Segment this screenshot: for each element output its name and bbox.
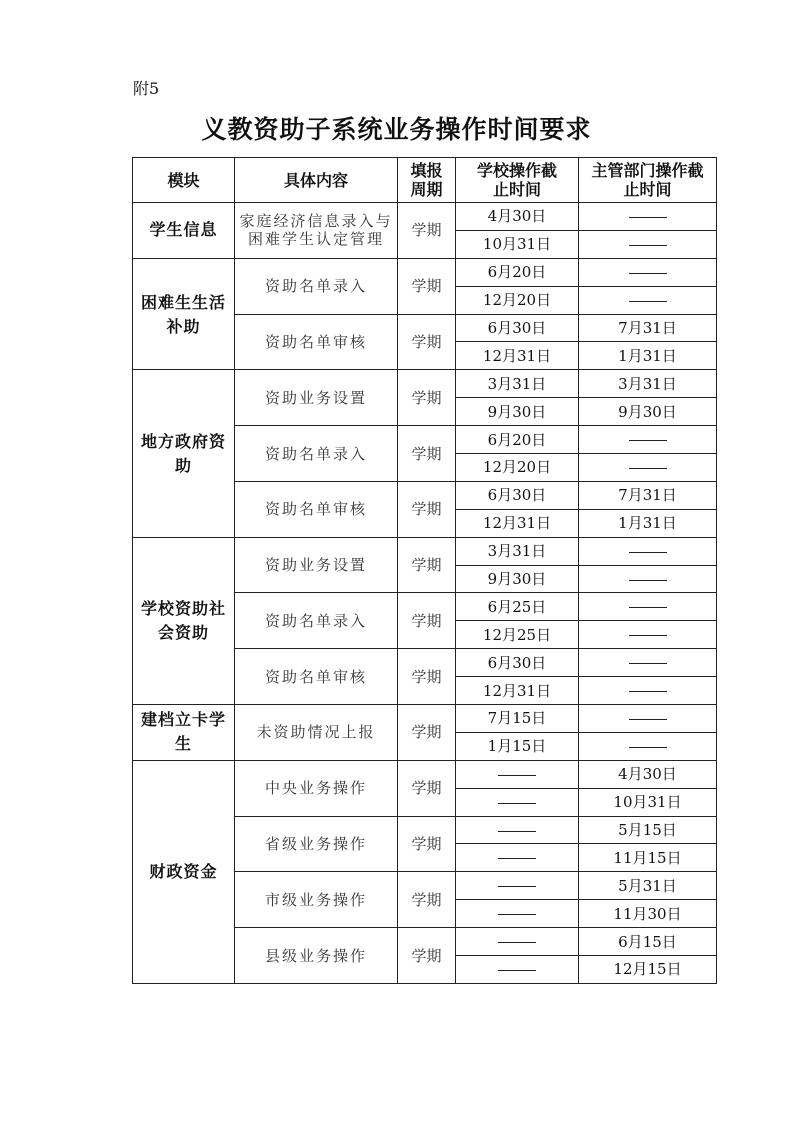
dash-mark bbox=[498, 970, 536, 971]
period-cell: 学期 bbox=[398, 816, 456, 872]
school-deadline-cell: 3月31日 bbox=[456, 370, 579, 398]
dash-mark bbox=[629, 719, 667, 720]
school-deadline-cell bbox=[456, 844, 579, 872]
school-deadline-cell: 12月31日 bbox=[456, 509, 579, 537]
content-cell: 市级业务操作 bbox=[235, 872, 398, 928]
dash-mark bbox=[629, 552, 667, 553]
school-deadline-cell: 6月25日 bbox=[456, 593, 579, 621]
dash-mark bbox=[629, 301, 667, 302]
table-row bbox=[133, 203, 717, 231]
header-module: 模块 bbox=[133, 158, 235, 203]
school-deadline-cell: 12月20日 bbox=[456, 454, 579, 482]
annex-label: 附5 bbox=[133, 79, 160, 98]
table-header-row bbox=[133, 158, 717, 203]
period-cell: 学期 bbox=[398, 203, 456, 259]
dept-deadline-cell: 5月15日 bbox=[579, 816, 717, 844]
dept-deadline-cell: 11月30日 bbox=[579, 900, 717, 928]
table-row bbox=[133, 537, 717, 565]
dept-deadline-cell bbox=[579, 454, 717, 482]
school-deadline-cell: 9月30日 bbox=[456, 398, 579, 426]
school-deadline-cell: 6月20日 bbox=[456, 258, 579, 286]
dept-deadline-cell bbox=[579, 649, 717, 677]
school-deadline-cell bbox=[456, 760, 579, 788]
dash-mark bbox=[629, 245, 667, 246]
dept-deadline-cell: 3月31日 bbox=[579, 370, 717, 398]
dept-deadline-cell bbox=[579, 705, 717, 733]
module-cell: 建档立卡学生 bbox=[133, 705, 235, 761]
dash-mark bbox=[629, 580, 667, 581]
dept-deadline-cell bbox=[579, 426, 717, 454]
period-cell: 学期 bbox=[398, 370, 456, 426]
dept-deadline-cell bbox=[579, 286, 717, 314]
school-deadline-cell: 12月31日 bbox=[456, 342, 579, 370]
content-cell: 未资助情况上报 bbox=[235, 705, 398, 761]
header-period: 填报周期 bbox=[398, 158, 456, 203]
content-cell: 资助名单录入 bbox=[235, 258, 398, 314]
school-deadline-cell: 12月31日 bbox=[456, 677, 579, 705]
content-cell: 县级业务操作 bbox=[235, 928, 398, 984]
school-deadline-cell bbox=[456, 928, 579, 956]
header-content: 具体内容 bbox=[235, 158, 398, 203]
content-cell: 资助业务设置 bbox=[235, 370, 398, 426]
school-deadline-cell bbox=[456, 900, 579, 928]
school-deadline-cell: 9月30日 bbox=[456, 565, 579, 593]
school-deadline-cell: 12月25日 bbox=[456, 621, 579, 649]
table-row bbox=[133, 760, 717, 788]
content-cell: 中央业务操作 bbox=[235, 760, 398, 816]
dept-deadline-cell bbox=[579, 593, 717, 621]
period-cell: 学期 bbox=[398, 928, 456, 984]
content-cell: 资助名单录入 bbox=[235, 426, 398, 482]
school-deadline-cell bbox=[456, 872, 579, 900]
content-cell: 资助名单审核 bbox=[235, 481, 398, 537]
school-deadline-cell: 7月15日 bbox=[456, 705, 579, 733]
school-deadline-cell: 6月30日 bbox=[456, 649, 579, 677]
dash-mark bbox=[629, 691, 667, 692]
dept-deadline-cell: 11月15日 bbox=[579, 844, 717, 872]
dash-mark bbox=[629, 440, 667, 441]
school-deadline-cell: 1月15日 bbox=[456, 732, 579, 760]
header-school-deadline: 学校操作截止时间 bbox=[456, 158, 579, 203]
dash-mark bbox=[498, 942, 536, 943]
dash-mark bbox=[629, 635, 667, 636]
period-cell: 学期 bbox=[398, 314, 456, 370]
dash-mark bbox=[629, 747, 667, 748]
dash-mark bbox=[629, 663, 667, 664]
content-cell: 资助名单录入 bbox=[235, 593, 398, 649]
dept-deadline-cell bbox=[579, 565, 717, 593]
period-cell: 学期 bbox=[398, 426, 456, 482]
period-cell: 学期 bbox=[398, 481, 456, 537]
dash-mark bbox=[498, 775, 536, 776]
period-cell: 学期 bbox=[398, 872, 456, 928]
dept-deadline-cell: 4月30日 bbox=[579, 760, 717, 788]
header-dept-deadline: 主管部门操作截止时间 bbox=[579, 158, 717, 203]
table-row bbox=[133, 370, 717, 398]
dash-mark bbox=[498, 886, 536, 887]
schedule-table bbox=[132, 157, 717, 984]
content-cell: 省级业务操作 bbox=[235, 816, 398, 872]
period-cell: 学期 bbox=[398, 258, 456, 314]
dash-mark bbox=[498, 858, 536, 859]
school-deadline-cell: 10月31日 bbox=[456, 230, 579, 258]
dash-mark bbox=[629, 217, 667, 218]
period-cell: 学期 bbox=[398, 537, 456, 593]
dept-deadline-cell: 7月31日 bbox=[579, 481, 717, 509]
content-cell: 资助名单审核 bbox=[235, 649, 398, 705]
school-deadline-cell: 3月31日 bbox=[456, 537, 579, 565]
dept-deadline-cell: 9月30日 bbox=[579, 398, 717, 426]
table-row bbox=[133, 705, 717, 733]
dash-mark bbox=[629, 607, 667, 608]
school-deadline-cell: 6月30日 bbox=[456, 481, 579, 509]
dept-deadline-cell bbox=[579, 230, 717, 258]
module-cell: 困难生生活补助 bbox=[133, 258, 235, 370]
school-deadline-cell: 4月30日 bbox=[456, 203, 579, 231]
module-cell: 学生信息 bbox=[133, 203, 235, 259]
dept-deadline-cell: 10月31日 bbox=[579, 788, 717, 816]
dept-deadline-cell bbox=[579, 258, 717, 286]
period-cell: 学期 bbox=[398, 649, 456, 705]
module-cell: 地方政府资助 bbox=[133, 370, 235, 537]
page-title: 义教资助子系统业务操作时间要求 bbox=[201, 115, 592, 144]
school-deadline-cell bbox=[456, 816, 579, 844]
dept-deadline-cell: 7月31日 bbox=[579, 314, 717, 342]
school-deadline-cell bbox=[456, 788, 579, 816]
content-cell: 资助名单审核 bbox=[235, 314, 398, 370]
dept-deadline-cell: 5月31日 bbox=[579, 872, 717, 900]
table-row bbox=[133, 258, 717, 286]
module-cell: 学校资助社会资助 bbox=[133, 537, 235, 704]
school-deadline-cell: 6月20日 bbox=[456, 426, 579, 454]
dept-deadline-cell bbox=[579, 537, 717, 565]
school-deadline-cell: 12月20日 bbox=[456, 286, 579, 314]
dash-mark bbox=[629, 468, 667, 469]
school-deadline-cell: 6月30日 bbox=[456, 314, 579, 342]
content-cell: 资助业务设置 bbox=[235, 537, 398, 593]
dept-deadline-cell bbox=[579, 203, 717, 231]
school-deadline-cell bbox=[456, 956, 579, 984]
period-cell: 学期 bbox=[398, 760, 456, 816]
dept-deadline-cell bbox=[579, 732, 717, 760]
dept-deadline-cell bbox=[579, 621, 717, 649]
content-cell: 家庭经济信息录入与困难学生认定管理 bbox=[235, 203, 398, 259]
dept-deadline-cell: 1月31日 bbox=[579, 509, 717, 537]
dash-mark bbox=[498, 803, 536, 804]
dept-deadline-cell: 12月15日 bbox=[579, 956, 717, 984]
dept-deadline-cell bbox=[579, 677, 717, 705]
period-cell: 学期 bbox=[398, 705, 456, 761]
dept-deadline-cell: 1月31日 bbox=[579, 342, 717, 370]
dash-mark bbox=[498, 831, 536, 832]
module-cell: 财政资金 bbox=[133, 760, 235, 983]
dash-mark bbox=[629, 273, 667, 274]
dept-deadline-cell: 6月15日 bbox=[579, 928, 717, 956]
dash-mark bbox=[498, 914, 536, 915]
period-cell: 学期 bbox=[398, 593, 456, 649]
